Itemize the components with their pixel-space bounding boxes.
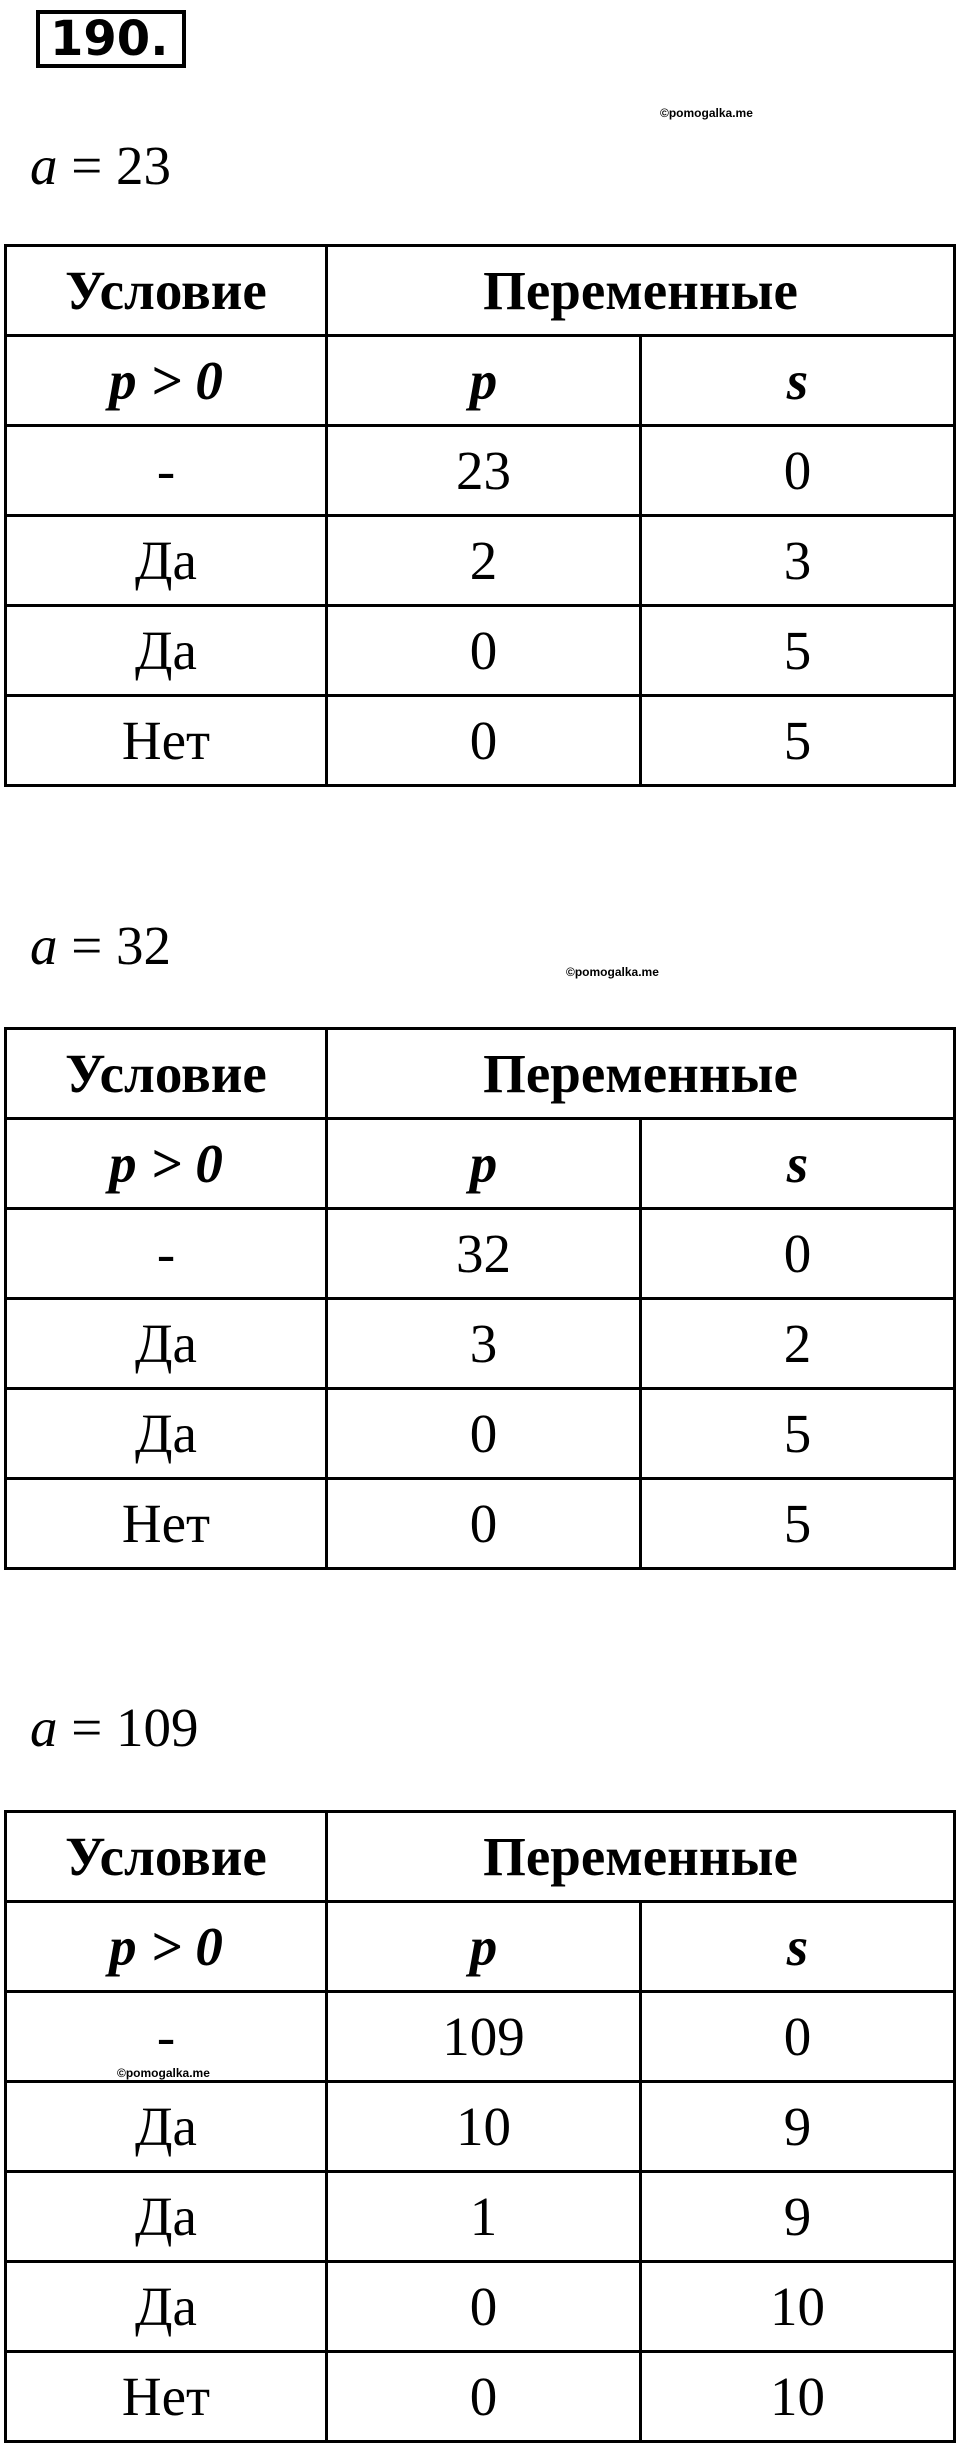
cell-p: 10 <box>327 2082 641 2172</box>
cell-p: 0 <box>327 1479 641 1569</box>
cell-condition: Нет <box>6 1479 327 1569</box>
cell-p: 1 <box>327 2172 641 2262</box>
table-row <box>6 2262 955 2352</box>
cell-condition: Нет <box>6 696 327 786</box>
header-row <box>6 246 955 336</box>
param-var: a <box>30 915 58 976</box>
watermark: ©pomogalka.me <box>660 106 753 120</box>
cell-p: 32 <box>327 1209 641 1299</box>
header-variables: Переменные <box>327 246 955 336</box>
cell-s: 10 <box>641 2262 955 2352</box>
cell-p: 109 <box>327 1992 641 2082</box>
cell-s: 5 <box>641 696 955 786</box>
cell-condition: Да <box>6 2262 327 2352</box>
cell-s: 3 <box>641 516 955 606</box>
table-row <box>6 1479 955 1569</box>
task-number: 190. <box>36 10 186 68</box>
table-row <box>6 1992 955 2082</box>
param-value: = 32 <box>57 915 172 976</box>
table-row <box>6 516 955 606</box>
cell-condition: Да <box>6 2082 327 2172</box>
header-variables: Переменные <box>327 1029 955 1119</box>
cell-condition: Да <box>6 2172 327 2262</box>
parameter-a-1 <box>30 135 172 196</box>
subheader-s: s <box>641 1902 955 1992</box>
table-row <box>6 2352 955 2442</box>
cell-s: 5 <box>641 606 955 696</box>
cell-condition: Да <box>6 1299 327 1389</box>
header-condition: Условие <box>6 1812 327 1902</box>
cell-s: 10 <box>641 2352 955 2442</box>
header-condition: Условие <box>6 1029 327 1119</box>
trace-table-3 <box>4 1810 956 2443</box>
cell-p: 0 <box>327 2352 641 2442</box>
param-value: = 109 <box>57 1697 199 1758</box>
table-row <box>6 2172 955 2262</box>
param-var: a <box>30 1697 58 1758</box>
cell-p: 3 <box>327 1299 641 1389</box>
cell-s: 5 <box>641 1389 955 1479</box>
header-variables: Переменные <box>327 1812 955 1902</box>
subheader-row <box>6 1902 955 1992</box>
subheader-p: p <box>327 1119 641 1209</box>
parameter-a-2 <box>30 915 172 976</box>
cell-s: 9 <box>641 2172 955 2262</box>
table-row <box>6 696 955 786</box>
cell-p: 0 <box>327 2262 641 2352</box>
subheader-condition-expr: p > 0 <box>6 1902 327 1992</box>
cell-p: 0 <box>327 1389 641 1479</box>
cell-condition: Да <box>6 606 327 696</box>
watermark: ©pomogalka.me <box>117 2066 210 2080</box>
cell-condition <box>6 1992 327 2082</box>
subheader-p: p <box>327 1902 641 1992</box>
table-row <box>6 1209 955 1299</box>
cell-s: 2 <box>641 1299 955 1389</box>
cell-condition: Да <box>6 1389 327 1479</box>
header-condition: Условие <box>6 246 327 336</box>
trace-table-2 <box>4 1027 956 1570</box>
table-row <box>6 1389 955 1479</box>
cell-p: 0 <box>327 696 641 786</box>
subheader-p: p <box>327 336 641 426</box>
cell-condition: Нет <box>6 2352 327 2442</box>
trace-table-1 <box>4 244 956 787</box>
table-row <box>6 1299 955 1389</box>
param-var: a <box>30 135 58 196</box>
cell-condition: - <box>6 426 327 516</box>
cell-s: 5 <box>641 1479 955 1569</box>
table-row <box>6 426 955 516</box>
subheader-row <box>6 336 955 426</box>
header-row <box>6 1029 955 1119</box>
header-row <box>6 1812 955 1902</box>
cell-condition: - <box>6 1209 327 1299</box>
parameter-a-3 <box>30 1697 199 1758</box>
subheader-row <box>6 1119 955 1209</box>
cell-condition-text: - <box>156 2006 176 2067</box>
subheader-condition-expr: p > 0 <box>6 1119 327 1209</box>
cell-s: 0 <box>641 426 955 516</box>
cell-s: 0 <box>641 1209 955 1299</box>
subheader-s: s <box>641 1119 955 1209</box>
subheader-condition-expr: p > 0 <box>6 336 327 426</box>
cell-condition: Да <box>6 516 327 606</box>
cell-p: 2 <box>327 516 641 606</box>
watermark: ©pomogalka.me <box>566 965 659 979</box>
cell-p: 0 <box>327 606 641 696</box>
param-value: = 23 <box>57 135 172 196</box>
cell-s: 0 <box>641 1992 955 2082</box>
table-row <box>6 606 955 696</box>
cell-p: 23 <box>327 426 641 516</box>
subheader-s: s <box>641 336 955 426</box>
table-row <box>6 2082 955 2172</box>
cell-s: 9 <box>641 2082 955 2172</box>
